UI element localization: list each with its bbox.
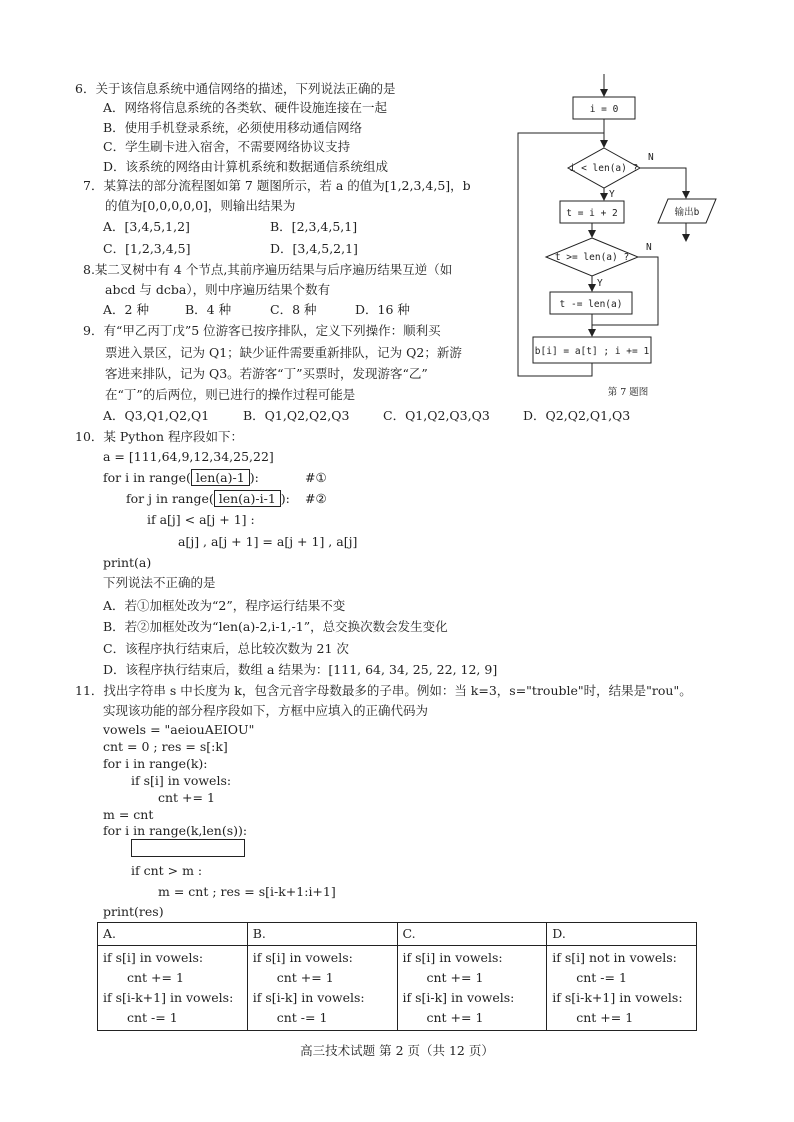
q11-option-d-line3: if s[i-k+1] in vowels:	[552, 990, 683, 1005]
q11-code-line1: vowels = "aeiouAEIOU"	[103, 722, 255, 737]
q11-option-c-body	[397, 946, 547, 1031]
q10-code-line2-start: for i in range(	[103, 470, 191, 485]
q11-option-b-line3: if s[i-k] in vowels:	[252, 990, 365, 1005]
q6-option-b: B．使用手机登录系统，必须使用移动通信网络	[103, 120, 363, 135]
flow-cond1-yes-label: Y	[609, 189, 615, 200]
q11-option-b-line4: cnt -= 1	[276, 1010, 328, 1025]
q9-option-c: C．Q1,Q2,Q3,Q3	[383, 408, 490, 423]
q10-option-c: C．该程序执行结束后，总比较次数为 21 次	[103, 641, 349, 656]
q10-code-line2	[103, 469, 259, 487]
q11-code-line6: m = cnt	[103, 807, 154, 822]
flow-cond2-no-label: N	[646, 242, 652, 253]
q7-option-d: D．[3,4,5,2,1]	[270, 241, 358, 256]
q10-option-d: D．该程序执行结束后，数组 a 结果为：[111, 64, 34, 25, 22, 12, 9]	[103, 662, 498, 677]
q11-options-table	[97, 922, 697, 1031]
q11-option-b-line2: cnt += 1	[276, 970, 334, 985]
q10-box-2: len(a)-i-1	[214, 490, 281, 507]
q11-option-d-line1: if s[i] not in vowels:	[552, 950, 677, 965]
q10-option-b: B．若②加框处改为“len(a)-2,i-1,-1”，总交换次数会发生变化	[103, 619, 448, 634]
q9-option-a: A．Q3,Q1,Q2,Q1	[103, 408, 210, 423]
q11-option-c-line4: cnt += 1	[426, 1010, 484, 1025]
q11-option-c-line2: cnt += 1	[426, 970, 484, 985]
flow-caption: 第 7 题图	[607, 387, 649, 398]
flow-init-label: i = 0	[589, 104, 619, 115]
q11-stem-line1: 11．找出字符串 s 中长度为 k，包含元音字母数最多的子串。例如：当 k=3，s="trouble"时，结果是"rou"。	[75, 683, 692, 698]
flow-cond1-no-line	[640, 168, 686, 198]
q10-stem: 10．某 Python 程序段如下：	[75, 429, 243, 444]
q11-option-a-line3: if s[i-k+1] in vowels:	[103, 990, 234, 1005]
q6-stem: 6．关于该信息系统中通信网络的描述，下列说法正确的是	[75, 81, 396, 96]
q8-option-b: B．4 种	[185, 302, 232, 317]
q7-option-a: A．[3,4,5,1,2]	[103, 219, 190, 234]
q11-code-line2: cnt = 0 ; res = s[:k]	[103, 739, 228, 754]
q6-option-a: A．网络将信息系统的各类软、硬件设施连接在一起	[103, 100, 388, 115]
q11-option-c-line1: if s[i] in vowels:	[402, 950, 503, 965]
flow-cond1-label: i < len(a) ?	[569, 163, 639, 174]
q10-code-line4: if a[j] < a[j + 1] :	[147, 512, 255, 527]
q8-stem-line2: abcd 与 dcba），则中序遍历结果个数有	[105, 282, 331, 297]
q11-option-a-head: A.	[98, 923, 248, 946]
q9-stem-line2: 票进入景区，记为 Q1；缺少证件需要重新排队，记为 Q2；新游	[105, 345, 462, 360]
q10-question: 下列说法不正确的是	[103, 575, 216, 590]
q11-code-line8: if cnt > m :	[131, 863, 203, 878]
q10-code-line2-end: ):	[249, 470, 259, 485]
flow-cond2-label: t >= len(a) ?	[554, 252, 630, 263]
q8-option-d: D．16 种	[355, 302, 410, 317]
q11-option-a-line1: if s[i] in vowels:	[103, 950, 204, 965]
flow-cond2-no-line	[592, 257, 658, 325]
q11-answer-blank-box	[131, 839, 245, 857]
q11-code-line7: for i in range(k,len(s)):	[103, 823, 248, 838]
q10-code-line3-start: for j in range(	[126, 491, 214, 506]
page-footer: 高三技术试题 第 2 页（共 12 页）	[300, 1043, 494, 1058]
q9-option-d: D．Q2,Q2,Q1,Q3	[523, 408, 631, 423]
flow-cond2-yes-label: Y	[597, 278, 603, 289]
q7-option-c: C．[1,2,3,4,5]	[103, 241, 191, 256]
flow-output-label: 输出b	[674, 207, 700, 218]
q11-code-line9: m = cnt ; res = s[i-k+1:i+1]	[158, 884, 336, 899]
q11-option-b-body	[247, 946, 397, 1031]
q7-stem-line2: 的值为[0,0,0,0,0]，则输出结果为	[105, 198, 296, 213]
q11-option-a-line2: cnt += 1	[127, 970, 184, 985]
q11-option-b-head: B.	[247, 923, 397, 946]
q11-option-d-head: D.	[547, 923, 697, 946]
q9-stem-line4: 在“丁”的后两位，则已进行的操作过程可能是	[105, 387, 356, 402]
q11-code-line3: for i in range(k):	[103, 756, 208, 771]
q8-option-c: C．8 种	[270, 302, 317, 317]
q11-code-line5: cnt += 1	[158, 790, 215, 805]
q9-stem-line1: 9．有“甲乙丙丁戊”5 位游客已按序排队，定义下列操作：顺利买	[83, 323, 441, 338]
flow-step2-label: t -= len(a)	[559, 299, 623, 310]
q11-option-a-body	[98, 946, 248, 1031]
q11-code-line4: if s[i] in vowels:	[131, 773, 232, 788]
q11-option-b-line1: if s[i] in vowels:	[252, 950, 353, 965]
q7-option-b: B．[2,3,4,5,1]	[270, 219, 358, 234]
q11-option-d-line2: cnt -= 1	[576, 970, 627, 985]
q7-flowchart	[510, 70, 740, 405]
q11-option-a-line4: cnt -= 1	[127, 1010, 178, 1025]
flow-step3-label: b[i] = a[t] ; i += 1	[534, 346, 650, 357]
flow-step1-label: t = i + 2	[566, 208, 618, 219]
q10-code-line1: a = [111,64,9,12,34,25,22]	[103, 449, 274, 464]
q8-option-a: A．2 种	[103, 302, 149, 317]
q11-option-c-line3: if s[i-k] in vowels:	[402, 990, 515, 1005]
q11-option-d-body	[547, 946, 697, 1031]
q11-stem-line2: 实现该功能的部分程序段如下，方框中应填入的正确代码为	[103, 703, 429, 718]
q6-option-d: D．该系统的网络由计算机系统和数据通信系统组成	[103, 159, 389, 174]
q11-option-c-head: C.	[397, 923, 547, 946]
q8-stem-line1: 8.某二叉树中有 4 个节点,其前序遍历结果与后序遍历结果互逆（如	[83, 262, 453, 277]
q9-stem-line3: 客进来排队，记为 Q3。若游客“丁”买票时，发现游客“乙”	[105, 366, 428, 381]
q6-option-c: C．学生刷卡进入宿舍，不需要网络协议支持	[103, 139, 351, 154]
q10-mark-1: #①	[305, 470, 327, 485]
q7-stem-line1: 7．某算法的部分流程图如第 7 题图所示，若 a 的值为[1,2,3,4,5]，b	[83, 178, 471, 193]
q9-option-b: B．Q1,Q2,Q2,Q3	[243, 408, 350, 423]
q10-option-a: A．若①加框处改为“2”，程序运行结果不变	[103, 598, 346, 613]
q10-code-line5: a[j] , a[j + 1] = a[j + 1] , a[j]	[178, 534, 358, 549]
q10-box-1: len(a)-1	[191, 469, 250, 486]
q10-code-line3	[126, 490, 290, 508]
q11-code-line10: print(res)	[103, 904, 164, 919]
q10-code-line3-end: ):	[280, 491, 290, 506]
q11-option-d-line4: cnt += 1	[576, 1010, 634, 1025]
q10-code-line6: print(a)	[103, 555, 152, 570]
q10-mark-2: #②	[305, 491, 327, 506]
flow-cond1-no-label: N	[648, 152, 654, 163]
